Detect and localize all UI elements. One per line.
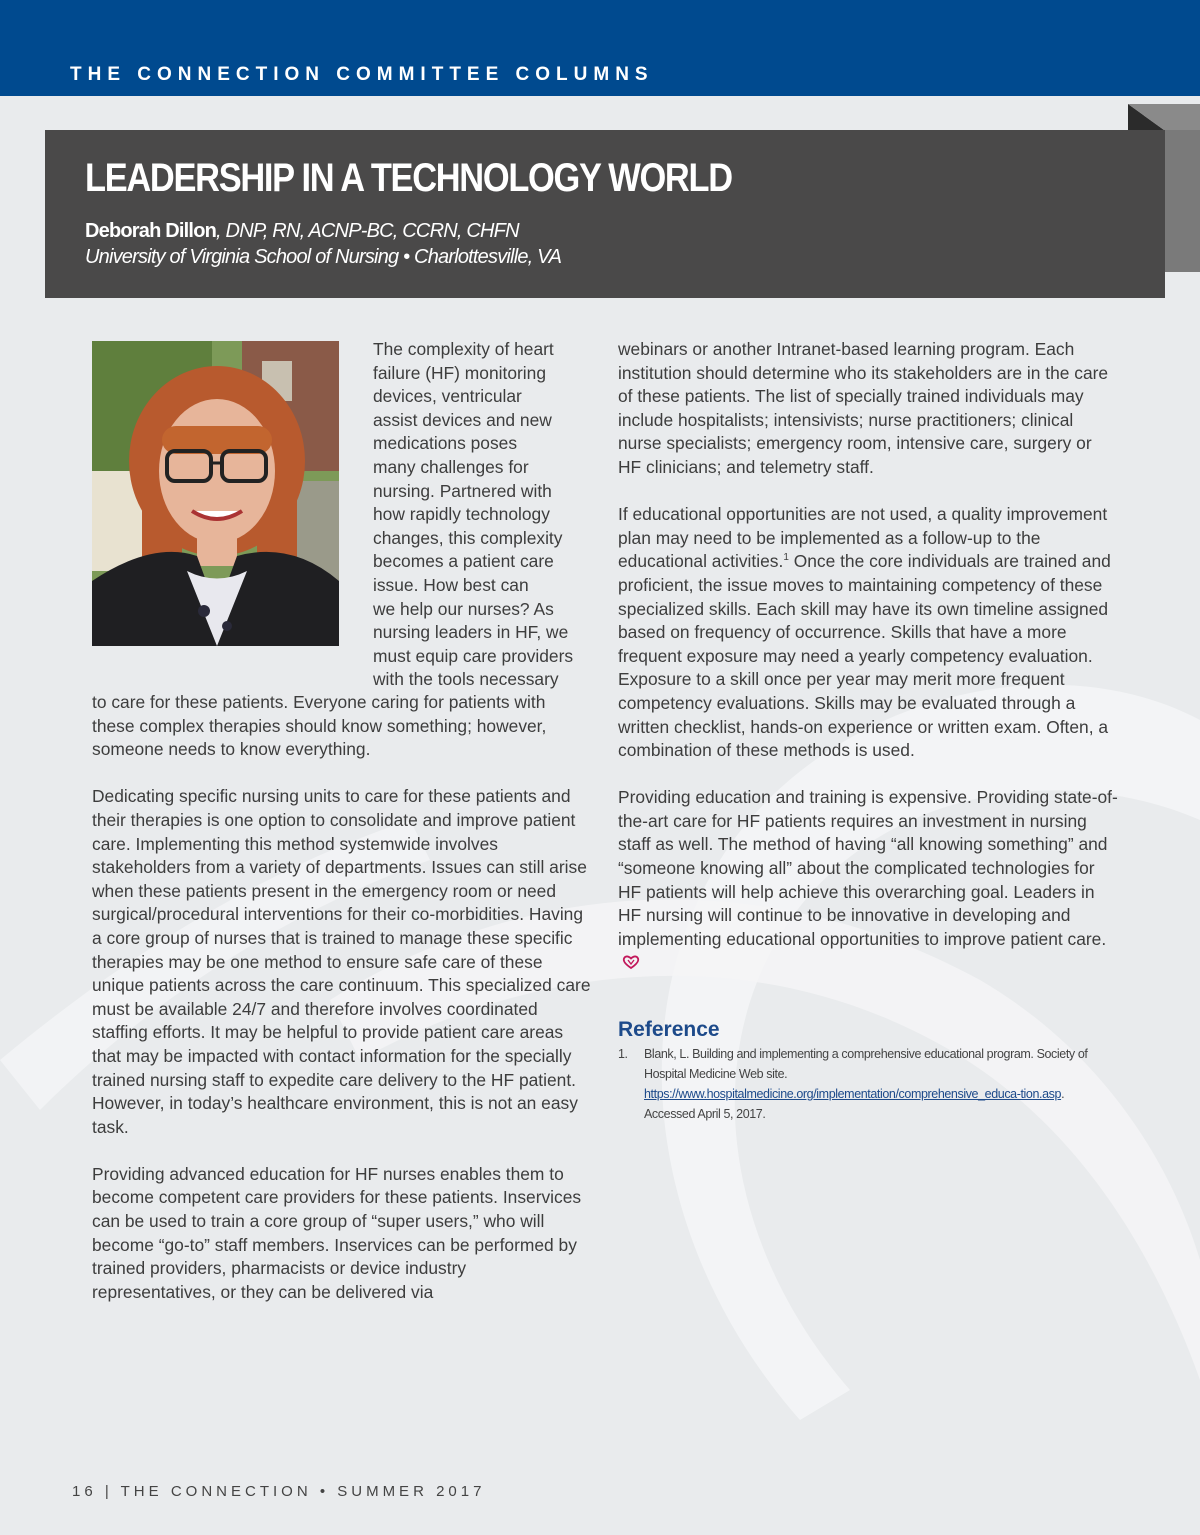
section-label: THE CONNECTION COMMITTEE COLUMNS	[70, 64, 654, 85]
specialized-units-paragraph: Dedicating specific nursing units to care for these patients and their therapies is one option to consolidate and improve patient care. Implementing this method systemwide involves stakeholders from a variety of departments. Issues can still arise when these patients present in the emergency room or need surgical/procedural interventions for their co-morbidities. Having a core group of nurses that is trained to manage these specific therapies may be one method to ensure safe care of these unique patients across the care continuum. This specialized care must be available 24/7 and therefore involves coordinated staffing efforts. It may be helpful to provide patient care areas that may be impacted with contact information for the specially trained nursing staff to expedite care delivery to the HF patient. However, in today’s healthcare environment, this is not an easy task.	[92, 786, 591, 1137]
left-column	[92, 691, 592, 1304]
intro-line: becomes a patient care	[373, 551, 554, 572]
heart-icon	[622, 954, 640, 970]
reference-accessed: . Accessed April 5, 2017.	[644, 1087, 1065, 1121]
reference-text	[644, 1044, 1114, 1124]
article-title: LEADERSHIP IN A TECHNOLOGY WORLD	[85, 156, 732, 200]
author-name: Deborah Dillon	[85, 220, 217, 242]
author-photo	[92, 341, 339, 646]
conclusion-text: Providing education and training is expensive. Providing state-of-the-art care for HF patients requires an investment in nursing staff as well. The method of having “all knowing something” and “someone knowing all” about the complicated technologies for HF patients will help achieve this overarching goal. Leaders in HF nursing will continue to be innovative in developing and implementing educational opportunities to improve patient care.	[618, 787, 1118, 949]
title-box	[45, 130, 1165, 298]
intro-line: nursing. Partnered with	[373, 480, 552, 501]
webinars-paragraph: webinars or another Intranet-based learning program. Each institution should determine who its stakeholders are in the care of these patients. The list of specially trained individuals may include hospitalists; intensivists; nurse practitioners; clinical nurse specialists; emergency room, intensive care, surgery or HF clinicians; and telemetry staff.	[618, 339, 1109, 477]
intro-line: with the tools necessary	[373, 669, 559, 690]
intro-line: medications poses	[373, 433, 518, 454]
intro-wrap-text	[373, 338, 588, 692]
intro-line: devices, ventricular	[373, 386, 522, 407]
byline	[85, 220, 519, 243]
advanced-education-paragraph: Providing advanced education for HF nurses enables them to become competent care providers for these patients. Inservices can be used to train a core group of “super users,” who will become “go-to” staff members. Inservices can be performed by trained providers, pharmacists or device industry representatives, or they can be delivered via	[92, 1163, 582, 1302]
page-footer: 16 | THE CONNECTION • SUMMER 2017	[72, 1483, 486, 1500]
reference-citation: Blank, L. Building and implementing a comprehensive educational program. Society of Hospital Medicine Web site.	[644, 1047, 1088, 1081]
citation-marker: 1	[783, 552, 789, 564]
author-credentials: , DNP, RN, ACNP-BC, CCRN, CHFN	[216, 220, 519, 242]
quality-improvement-paragraph	[618, 503, 1118, 763]
intro-line: how rapidly technology	[373, 504, 550, 525]
intro-line: nursing leaders in HF, we	[373, 622, 569, 643]
qi-text-continued: Once the core individuals are trained and proficient, the issue moves to maintaining competency of these specialized skills. Each skill may have its own timeline assigned based on frequency of occurrence. Skills that have a more frequent exposure may need a yearly competency evaluation. Exposure to a skill once per year may merit more frequent competency evaluations. Skills may be evaluated through a written checklist, hands-on experience or written exam. Often, a combination of these methods is used.	[618, 551, 1111, 761]
intro-line: failure (HF) monitoring	[373, 362, 546, 383]
header-bar	[0, 0, 1200, 96]
intro-line: we help our nurses? As	[373, 598, 554, 619]
reference-number: 1.	[618, 1047, 628, 1061]
right-column	[618, 338, 1118, 975]
reference-link[interactable]: https://www.hospitalmedicine.org/implementation/comprehensive_educa-tion.asp	[644, 1087, 1062, 1101]
qi-text: If educational opportunities are not used, a quality improvement plan may need to be implemented as a follow-up to the educational activities.	[618, 504, 1108, 572]
intro-line: issue. How best can	[373, 574, 529, 595]
conclusion-paragraph	[618, 786, 1118, 975]
intro-line: many challenges for	[373, 456, 529, 477]
reference-heading: Reference	[618, 1018, 720, 1041]
intro-continued-paragraph: to care for these patients. Everyone caring for patients with these complex therapies should know something; however, someone needs to know everything.	[92, 692, 547, 760]
intro-line: changes, this complexity	[373, 527, 563, 548]
author-affiliation: University of Virginia School of Nursing • Charlottesville, VA	[85, 246, 562, 268]
intro-line: assist devices and new	[373, 409, 552, 430]
intro-line: must equip care providers	[373, 645, 574, 666]
intro-line: The complexity of heart	[373, 339, 554, 359]
